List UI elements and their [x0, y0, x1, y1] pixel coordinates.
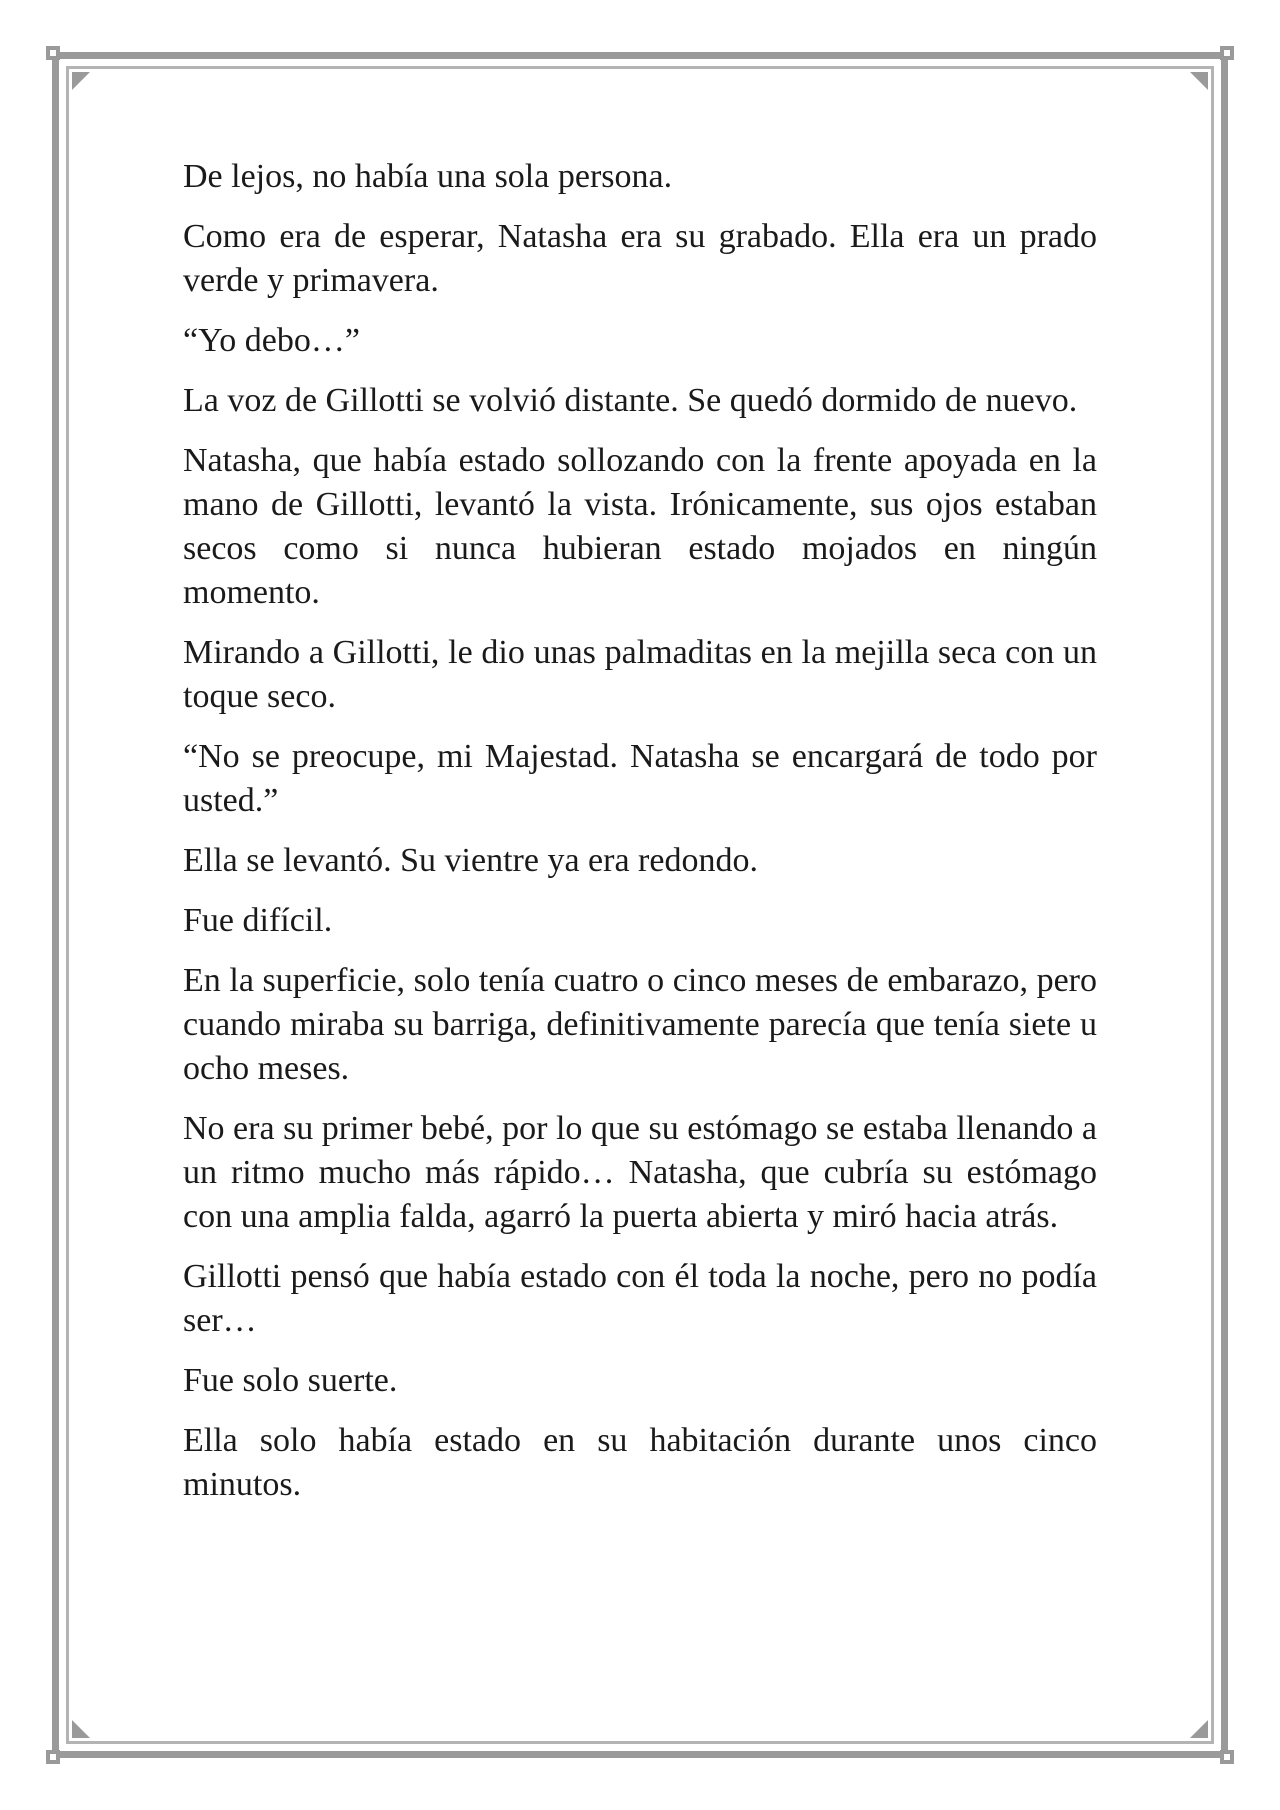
paragraph: Natasha, que había estado sollozando con la frente apoyada en la mano de Gillotti, levantó la vista. Irónicamente, sus ojos estaban secos como si nunca hubieran estado mojados en ningún momento.	[183, 442, 1097, 611]
paragraph: De lejos, no había una sola persona.	[183, 158, 673, 195]
paragraph: Como era de esperar, Natasha era su grabado. Ella era un prado verde y primavera.	[183, 218, 1097, 299]
corner-ornament-bottom-right	[1220, 1750, 1234, 1764]
paragraph: La voz de Gillotti se volvió distante. Se quedó dormido de nuevo.	[183, 382, 1078, 419]
paragraph: “Yo debo…”	[183, 322, 360, 359]
paragraph: Gillotti pensó que había estado con él toda la noche, pero no podía ser…	[183, 1258, 1097, 1339]
paragraph: No era su primer bebé, por lo que su estómago se estaba llenando a un ritmo mucho más rápido… Natasha, que cubría su estómago con una amplia falda, agarró la puerta abierta y miró hacia atrás.	[183, 1110, 1097, 1235]
corner-ornament-bottom-left	[46, 1750, 60, 1764]
paragraph: Ella se levantó. Su vientre ya era redondo.	[183, 842, 758, 879]
paragraph: Ella solo había estado en su habitación durante unos cinco minutos.	[183, 1422, 1097, 1503]
paragraph: En la superficie, solo tenía cuatro o cinco meses de embarazo, pero cuando miraba su barriga, definitivamente parecía que tenía siete u ocho meses.	[183, 962, 1097, 1087]
corner-triangle-top-left	[72, 72, 90, 90]
corner-triangle-bottom-left	[72, 1720, 90, 1738]
corner-ornament-top-left	[46, 46, 60, 60]
paragraph: Fue solo suerte.	[183, 1362, 398, 1399]
paragraph: Fue difícil.	[183, 902, 333, 939]
corner-triangle-bottom-right	[1190, 1720, 1208, 1738]
paragraph: “No se preocupe, mi Majestad. Natasha se encargará de todo por usted.”	[183, 738, 1097, 819]
page-text	[183, 155, 1097, 1523]
corner-triangle-top-right	[1190, 72, 1208, 90]
paragraph: Mirando a Gillotti, le dio unas palmaditas en la mejilla seca con un toque seco.	[183, 634, 1097, 715]
corner-ornament-top-right	[1220, 46, 1234, 60]
